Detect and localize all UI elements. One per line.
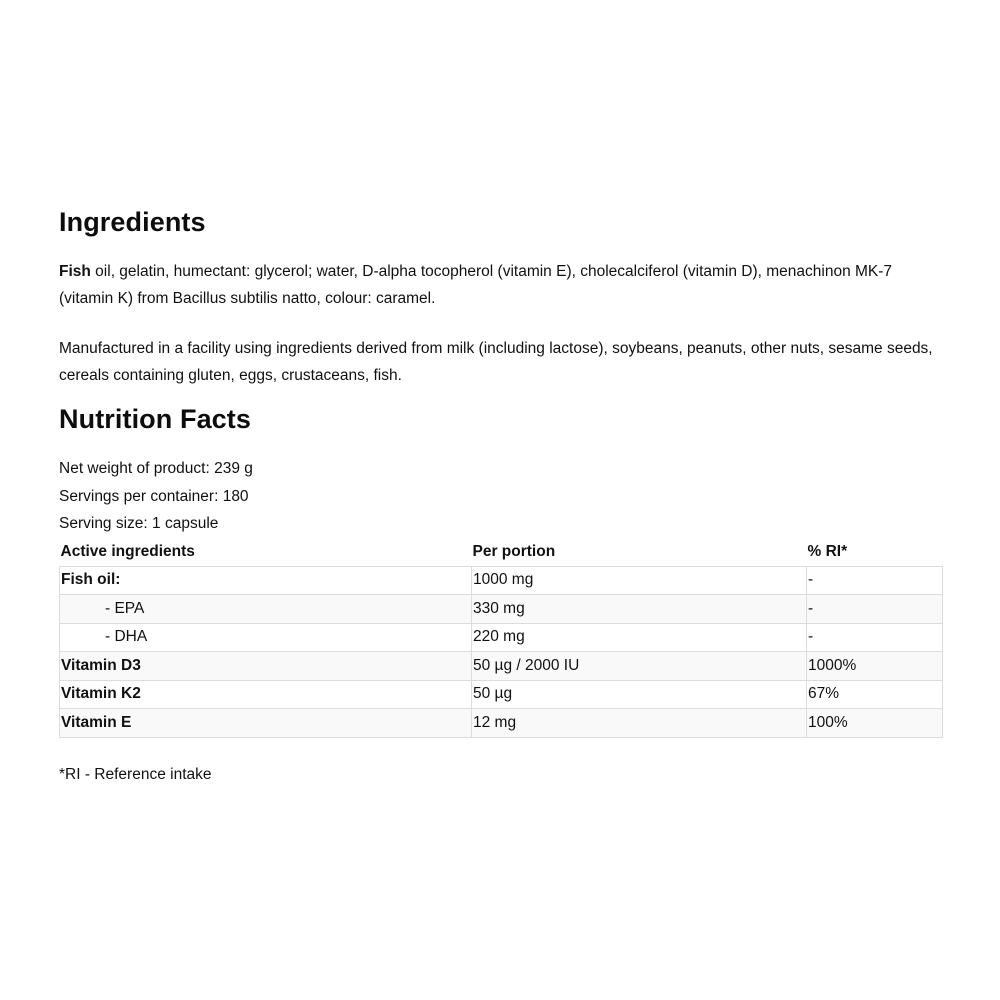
allergen-note: Manufactured in a facility using ingredients derived from milk (including lactose), soybeans, peanuts, other nuts, sesame seeds, cereals containing gluten, eggs, crustaceans, fish. (59, 340, 933, 384)
ingredients-text (59, 258, 942, 312)
nutrition-table (59, 538, 943, 738)
table-row (60, 709, 943, 738)
ingredients-heading: Ingredients (59, 207, 206, 237)
ingredient-portion: 330 mg (472, 595, 807, 624)
ingredient-name: Vitamin K2 (60, 680, 472, 709)
table-row (60, 623, 943, 652)
ingredient-ri: - (807, 566, 943, 595)
table-row (60, 566, 943, 595)
ingredient-ri: 67% (807, 680, 943, 709)
column-header-per-portion: Per portion (472, 542, 556, 560)
ingredient-portion: 12 mg (472, 709, 807, 738)
servings-per-container: Servings per container: 180 (59, 487, 249, 505)
ingredient-name: Vitamin E (60, 709, 472, 738)
product-info-section (59, 203, 942, 788)
column-header-ri: % RI* (807, 542, 848, 560)
ingredients-text-bold: Fish (59, 263, 91, 280)
nutrition-facts-heading: Nutrition Facts (59, 404, 252, 434)
table-header-row (60, 538, 943, 567)
ingredient-name: - EPA (60, 595, 472, 624)
ingredient-name: Fish oil: (60, 566, 472, 595)
ingredient-ri: 1000% (807, 652, 943, 681)
reference-intake-footnote: *RI - Reference intake (59, 765, 212, 783)
table-row (60, 595, 943, 624)
ingredient-ri: - (807, 595, 943, 624)
ingredient-name: Vitamin D3 (60, 652, 472, 681)
table-row (60, 652, 943, 681)
column-header-active-ingredients: Active ingredients (60, 542, 195, 560)
net-weight: Net weight of product: 239 g (59, 460, 253, 477)
ingredient-portion: 50 µg (472, 680, 807, 709)
ingredient-portion: 50 µg / 2000 IU (472, 652, 807, 681)
ingredient-name: - DHA (60, 623, 472, 652)
ingredient-ri: 100% (807, 709, 943, 738)
ingredient-ri: - (807, 623, 943, 652)
serving-size: Serving size: 1 capsule (59, 515, 219, 532)
table-row (60, 680, 943, 709)
ingredient-portion: 1000 mg (472, 566, 807, 595)
ingredient-portion: 220 mg (472, 623, 807, 652)
ingredients-text-rest: oil, gelatin, humectant: glycerol; water, D-alpha tocopherol (vitamin E), cholecalciferol (vitamin D), menachinon MK-7 (vitamin K) from Bacillus subtilis natto, colour: caramel. (59, 263, 893, 307)
